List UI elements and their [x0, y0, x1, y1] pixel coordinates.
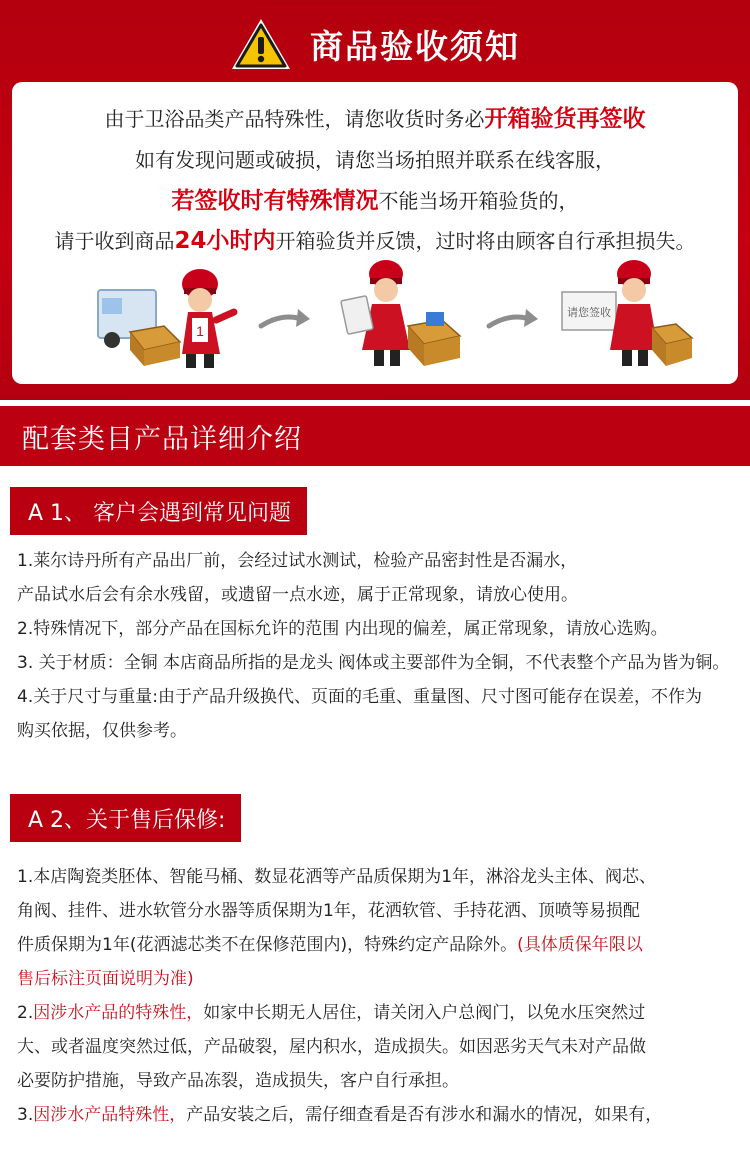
inspection-illustration [330, 254, 470, 374]
sign-for-package-illustration [558, 254, 698, 374]
faq-item-3: 3. 关于材质：全铜 本店商品所指的是龙头 阀体或主要部件为全铜，不代表整个产品为皆为铜。 [17, 653, 730, 673]
warranty-item-1-cont: 角阀、挂件、进水软管分水器等质保期为1年，花洒软管、手持花洒、顶喷等易损配 [17, 901, 640, 921]
notice-card [12, 82, 738, 384]
delivery-steps-illustration [12, 254, 738, 374]
faq-item-4-cont: 购买依据，仅供参考。 [17, 721, 187, 741]
section-title: 配套类目产品详细介绍 [22, 423, 302, 455]
notice-line-2: 如有发现问题或破损，请您当场拍照并联系在线客服， [135, 148, 615, 172]
notice-text: 由于卫浴品类产品特殊性，请您收货时务必 [104, 107, 485, 131]
notice-text: 不能当场开箱验货的， [378, 189, 579, 213]
warranty-note-cont: 售后标注页面说明为准) [17, 969, 194, 989]
warranty-note: (具体质保年限以 [517, 935, 643, 955]
notice-title-row [0, 12, 750, 76]
warranty-item-2-cont: 大、或者温度突然过低，产品破裂，屋内积水，造成损失。如因恶劣天气未对产品做 [17, 1037, 646, 1057]
warranty-item-2-cont: 必要防护措施，导致产品冻裂，造成损失，客户自行承担。 [17, 1071, 459, 1091]
warranty-number: 2. [17, 1003, 34, 1023]
sign-board-text: 请您签收 [567, 307, 611, 319]
warranty-highlight: 因涉水产品的特殊性， [33, 1003, 204, 1023]
notice-text: 开箱验货并反馈，过时将由顾客自行承担损失。 [275, 229, 696, 253]
notice-banner [0, 0, 750, 400]
warning-icon [230, 17, 292, 71]
warranty-list [17, 860, 743, 1132]
warranty-text: 如家中长期无人居住，请关闭入户总阀门，以免水压突然过 [203, 1003, 646, 1023]
warranty-text: 产品安装之后，需仔细查看是否有涉水和漏水的情况，如果有， [186, 1105, 663, 1125]
faq-item-1: 1.莱尔诗丹所有产品出厂前，会经过试水测试，检验产品密封性是否漏水， [17, 551, 578, 571]
faq-item-2: 2.特殊情况下，部分产品在国标允许的范围 内出现的偏差，属正常现象，请放心选购。 [17, 619, 668, 639]
notice-emphasis: 24小时内 [174, 228, 276, 254]
faq-item-4: 4.关于尺寸与重量:由于产品升级换代、页面的毛重、重量图、尺寸图可能存在误差，不作为 [17, 687, 702, 707]
notice-line-4 [12, 222, 738, 255]
warranty-section-label: A 2、关于售后保修: [10, 794, 241, 842]
warranty-text: 件质保期为1年(花洒滤芯类不在保修范围内)，特殊约定产品除外。 [17, 935, 518, 955]
faq-section-label: A 1、 客户会遇到常见问题 [10, 487, 307, 535]
warranty-highlight: 因涉水产品特殊性， [33, 1105, 187, 1125]
notice-emphasis: 开箱验货再签收 [484, 106, 646, 132]
faq-list [17, 544, 743, 748]
warranty-item-1: 1.本店陶瓷类胚体、智能马桶、数显花洒等产品质保期为1年，淋浴龙头主体、阀芯、 [17, 867, 657, 887]
arrow-right-icon [486, 306, 540, 332]
notice-title: 商品验收须知 [310, 26, 520, 66]
notice-line-1 [12, 100, 738, 133]
svg-text:1: 1 [196, 323, 204, 339]
arrow-right-icon [258, 306, 312, 332]
notice-emphasis: 若签收时有特殊情况 [171, 188, 379, 214]
warranty-item-1-cont [17, 928, 743, 962]
section-header [0, 406, 750, 466]
warranty-item-2 [17, 996, 743, 1030]
notice-line-3 [12, 182, 738, 215]
warranty-number: 3. [17, 1105, 34, 1125]
notice-text: 请于收到商品 [54, 229, 175, 253]
faq-item-1-cont: 产品试水后会有余水残留，或遗留一点水迹，属于正常现象，请放心使用。 [17, 585, 578, 605]
delivery-truck-illustration [94, 254, 254, 374]
warranty-item-3 [17, 1098, 743, 1132]
